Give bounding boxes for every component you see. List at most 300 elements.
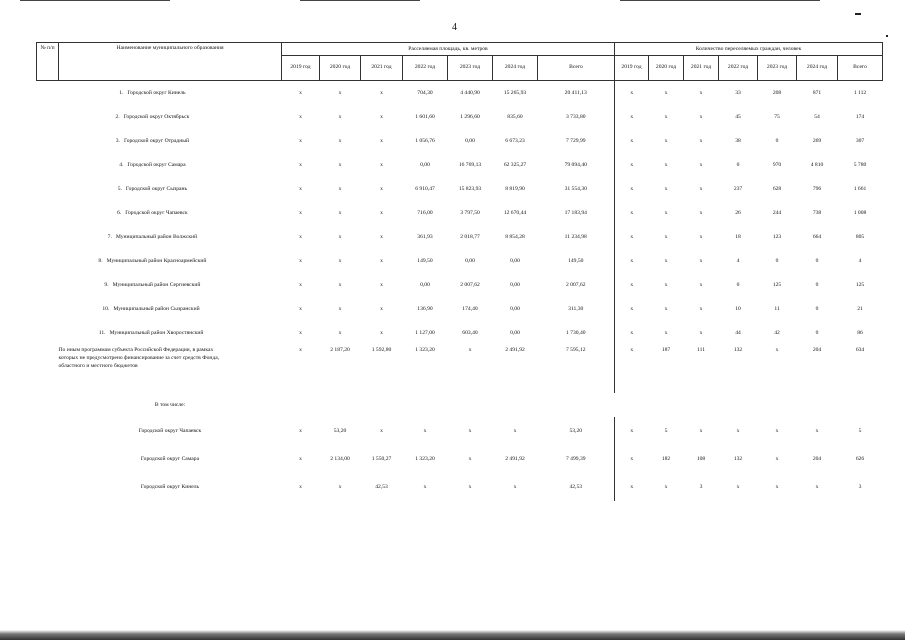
area-value: 3 733,80 [538,105,615,129]
row-label [37,225,260,249]
program-row [37,345,883,393]
people-value: 307 [855,138,865,144]
people-value: 0 [736,282,740,288]
people-value: х [664,186,668,192]
people-value: 132 [733,456,743,462]
area-value: 2 018,77 [460,234,480,240]
row-spacer [37,393,59,417]
area-value: х [299,114,302,120]
area-value: х [338,306,342,312]
area-year-header: 2023 год [448,56,493,81]
area-value: 53,20 [538,417,615,445]
municipality-name: Городской округ Сызрань [125,186,188,192]
header-num: № п/п [37,43,59,81]
area-value: х [299,258,302,264]
people-value: 796 [812,186,822,192]
area-value: х [380,428,383,434]
area-value: 7 499,39 [538,445,615,473]
people-value: 5 [858,428,862,434]
area-value: 0,00 [465,258,475,264]
people-value: х [664,234,668,240]
top-rule [620,0,820,1]
area-value: 1 550,27 [371,456,392,462]
area-value: х [468,484,472,490]
municipality-name: Муниципальный район Хворостянский [109,330,204,336]
row-number: 1. [119,90,124,96]
row-label [37,273,260,297]
area-value: х [299,138,302,144]
people-value: 174 [855,114,865,120]
table-row [37,273,883,297]
area-value: х [299,90,302,96]
people-value: х [630,456,634,462]
row-label [37,129,260,153]
people-value: х [699,186,703,192]
area-value: 42,53 [375,484,388,490]
area-value: х [299,306,302,312]
people-value: х [664,484,668,490]
people-value: 125 [772,282,782,288]
people-year-header: 2023 год [758,56,797,81]
area-value: 1 127,00 [415,330,435,336]
area-value: 1 323,20 [415,456,435,462]
table-row [37,129,883,153]
people-value: х [699,114,703,120]
people-value: х [664,282,668,288]
area-value: х [338,186,342,192]
people-value: х [775,484,779,490]
row-label [37,81,260,106]
people-value: х [699,282,703,288]
people-value: 0 [815,306,819,312]
people-value: х [664,90,668,96]
area-value: х [299,428,302,434]
area-value: 12 670,44 [503,210,527,216]
area-year-header: 2022 год [403,56,448,81]
table-body [37,81,883,502]
people-year-header: 2020 год [649,56,684,81]
people-value: 3 [858,484,862,490]
program-label [59,345,282,393]
area-value: 174,40 [462,306,478,312]
people-value: 123 [772,234,782,240]
municipality-name: Городской округ Октябрьск [123,114,190,120]
area-total-header: Всего [538,56,615,81]
area-value: 2 491,92 [505,456,525,462]
area-value: 1 730,40 [538,321,615,345]
people-value: 805 [855,234,865,240]
row-label [37,177,260,201]
area-value: х [380,90,383,96]
people-value: 187 [661,347,671,353]
area-value: 835,60 [507,114,523,120]
municipality-name: Городской округ Самара [127,162,186,168]
sub-row [37,445,883,473]
table-row [37,297,883,321]
area-value: х [468,456,472,462]
area-value: 1 592,80 [371,347,392,353]
area-value: х [380,162,383,168]
people-year-header: 2019 год [615,56,649,81]
people-value: 86 [857,330,863,336]
people-value: х [664,330,668,336]
top-rule [20,0,170,1]
people-value: х [630,162,634,168]
row-spacer [37,473,59,501]
people-value: 1 008 [853,210,867,216]
municipality-name: Муниципальный район Красноармейский [106,258,207,264]
area-value: х [338,330,342,336]
people-value: 42 [774,330,780,336]
row-number: 9. [104,282,109,288]
row-label [37,249,260,273]
area-value: х [338,90,342,96]
area-value: х [299,484,302,490]
header-name: Наименование муниципального образования [59,43,282,81]
area-year-header: 2021 год [361,56,403,81]
area-value: 7 729,99 [538,129,615,153]
people-value: х [699,162,703,168]
people-value: х [699,428,703,434]
area-value: 3 797,50 [460,210,480,216]
area-value: х [338,162,342,168]
people-value: 108 [696,456,706,462]
municipality-name: Муниципальный район Сызранский [113,306,200,312]
people-value: х [699,258,703,264]
area-value: х [380,306,383,312]
people-value: х [630,306,634,312]
area-value: х [299,282,302,288]
people-value: 0 [815,282,819,288]
area-value: х [299,330,302,336]
people-value: 634 [855,347,865,353]
people-value: 237 [733,186,743,192]
area-value: 42,53 [538,473,615,501]
people-value: х [664,114,668,120]
area-value: 16 769,13 [458,162,482,168]
people-value: 1 661 [853,186,867,192]
area-value: 311,30 [538,297,615,321]
area-value: х [338,210,342,216]
people-value: х [699,234,703,240]
municipality-name: Муниципальный район Сергиевский [112,282,201,288]
municipality-name: Муниципальный район Волжский [115,234,198,240]
area-value: 1 601,60 [415,114,435,120]
row-spacer [37,445,59,473]
area-value: 79 094,40 [538,153,615,177]
people-value: 18 [735,234,741,240]
program-label-line: которых не предусмотрено финансирование за счет средств Фонда, [58,354,220,361]
people-value: 125 [855,282,865,288]
table-row [37,153,883,177]
people-value: 0 [736,162,740,168]
people-value: х [630,428,634,434]
people-value: 244 [772,210,782,216]
area-value: 0,00 [510,258,520,264]
people-value: 4 810 [810,162,824,168]
row-number: 5. [117,186,122,192]
people-value: х [699,90,703,96]
people-value: 75 [774,114,780,120]
people-value: х [699,330,703,336]
people-value: 45 [735,114,741,120]
area-value: 17 183,94 [538,201,615,225]
area-value: 0,00 [510,330,520,336]
area-value: 1 056,76 [415,138,435,144]
table-row [37,81,883,106]
area-value: 136,90 [417,306,433,312]
area-value: 1 323,20 [415,347,435,353]
row-label [37,105,260,129]
people-value: 33 [735,90,741,96]
people-value: х [630,186,634,192]
people-value: 269 [812,138,822,144]
row-spacer [37,417,59,445]
area-value: 2 134,00 [330,456,350,462]
area-value: х [380,258,383,264]
scan-mark [886,35,888,37]
people-value: х [699,306,703,312]
people-value: х [664,162,668,168]
people-value: 38 [735,138,741,144]
program-label-line: областного и местного бюджетов [58,362,138,369]
area-value: 1 296,60 [460,114,480,120]
area-value: 15 265,93 [503,90,527,96]
area-value: х [380,330,383,336]
table-row [37,201,883,225]
area-value: х [513,428,517,434]
people-value: 10 [735,306,741,312]
people-value: 21 [857,306,863,312]
area-value: х [338,114,342,120]
row-number: 3. [115,138,120,144]
people-value: х [630,234,634,240]
people-value: 1 112 [853,90,867,96]
area-value: 2 007,62 [460,282,480,288]
area-value: 149,50 [538,249,615,273]
area-year-header: 2024 год [493,56,538,81]
area-value: х [299,234,302,240]
row-label [37,201,260,225]
people-value: х [736,484,740,490]
area-value: 20 411,13 [538,81,615,106]
scan-mark [855,13,861,15]
top-rule [300,0,420,1]
people-value: 0 [815,330,819,336]
area-value: х [338,258,342,264]
area-value: 62 325,27 [503,162,527,168]
people-value: 44 [735,330,741,336]
municipality-name: Городской округ Отрадный [123,138,190,144]
municipality-name: Городской округ Чапаевск [125,210,188,216]
row-number: 8. [98,258,103,264]
people-value: 204 [812,347,822,353]
people-value: х [664,138,668,144]
area-value: 704,30 [417,90,433,96]
people-value: х [736,428,740,434]
people-value: х [664,306,668,312]
people-year-header: 2024 год [797,56,838,81]
area-value: х [380,186,383,192]
area-value: х [468,428,472,434]
area-value: х [338,282,342,288]
area-value: 2 187,20 [330,347,350,353]
people-value: х [664,258,668,264]
area-value: 11 234,98 [538,225,615,249]
people-value: 0 [775,258,779,264]
area-value: х [380,234,383,240]
area-value: х [380,138,383,144]
people-value: 626 [855,456,865,462]
area-value: х [468,347,472,353]
people-value: 5 780 [853,162,867,168]
row-spacer [37,345,59,393]
people-value: 182 [661,456,671,462]
area-value: х [423,484,427,490]
table-row [37,321,883,345]
people-value: 628 [772,186,782,192]
area-value: 15 823,93 [458,186,482,192]
area-value: 603,40 [462,330,478,336]
people-value: 132 [733,347,743,353]
area-value: 6 673,23 [505,138,525,144]
table-row [37,225,883,249]
table-row [37,105,883,129]
people-value: 738 [812,210,822,216]
including-label: В том числе: [154,402,186,408]
area-value: х [299,186,302,192]
people-value: х [699,210,703,216]
table-row [37,177,883,201]
area-value: 0,00 [510,306,520,312]
area-value: 4 440,90 [460,90,480,96]
area-year-header: 2020 год [320,56,361,81]
area-value: х [380,282,383,288]
row-number: 6. [117,210,122,216]
people-year-header: 2022 год [719,56,758,81]
people-value: х [630,258,634,264]
area-value: 8 854,28 [505,234,525,240]
area-value: 0,00 [510,282,520,288]
area-value: 2 491,92 [505,347,525,353]
area-value: 31 554,30 [538,177,615,201]
scan-bottom-edge [0,630,905,640]
people-value: 54 [814,114,820,120]
area-value: х [338,484,342,490]
people-total-header: Всего [838,56,883,81]
row-number: 4. [119,162,124,168]
area-value: 149,50 [417,258,433,264]
area-value: 361,93 [417,234,433,240]
people-value: 204 [812,456,822,462]
area-value: 0,00 [465,138,475,144]
people-year-header: 2021 год [684,56,719,81]
row-label [37,321,260,345]
people-value: х [815,428,819,434]
people-value: х [630,484,634,490]
area-value: 8 819,90 [505,186,525,192]
row-number: 11. [98,330,106,336]
people-value: 4 [736,258,740,264]
people-value: 970 [772,162,782,168]
people-value: 26 [735,210,741,216]
people-value: х [775,456,779,462]
area-value: х [380,210,383,216]
people-value: 664 [812,234,822,240]
area-value: 0,00 [420,162,430,168]
people-value: х [630,114,634,120]
area-value: 716,00 [417,210,433,216]
municipality-name: Городской округ Кинель [127,90,186,96]
people-value: 3 [699,484,703,490]
people-value: 11 [774,306,780,312]
sub-municipality-name: Городской округ Самара [140,456,200,462]
row-spacer [282,393,883,417]
row-label [37,153,260,177]
area-value: х [380,114,383,120]
people-value: 4 [858,258,862,264]
resettlement-table [36,42,883,501]
people-value: х [630,330,634,336]
sub-municipality-name: Городской округ Чапаевск [138,428,202,434]
page-number: 4 [452,22,457,33]
people-value: 0 [775,138,779,144]
people-value: 871 [812,90,822,96]
header-area-group: Расселяемая площадь, кв. метров [282,43,615,56]
people-value: х [630,347,634,353]
area-value: х [338,138,342,144]
row-label [37,297,260,321]
table-row [37,249,883,273]
people-value: 5 [664,428,668,434]
people-value: х [775,428,779,434]
sub-municipality-name: Городской округ Кинель [140,484,200,490]
area-value: 53,20 [333,428,347,434]
people-value: х [630,282,634,288]
people-value: х [775,347,779,353]
area-value: 6 910,47 [415,186,435,192]
area-value: х [338,234,342,240]
people-value: х [630,90,634,96]
area-value: х [513,484,517,490]
area-value: х [299,347,302,353]
people-value: х [664,210,668,216]
area-value: х [299,456,302,462]
program-label-line: По иным программам субъекта Российской Федерации, в рамках [58,347,214,353]
header-people-group: Количество переселяемых граждан, человек [615,43,883,56]
people-value: х [699,138,703,144]
including-row [37,393,883,417]
people-value: 208 [772,90,782,96]
people-value: х [630,138,634,144]
area-value: х [299,162,302,168]
area-value: х [423,428,427,434]
area-year-header: 2019 год [282,56,320,81]
people-value: х [815,484,819,490]
area-value: 7 595,12 [538,345,615,393]
sub-row [37,417,883,445]
area-value: 2 007,62 [538,273,615,297]
area-value: 0,00 [420,282,430,288]
people-value: х [630,210,634,216]
people-value: 111 [697,347,705,353]
row-number: 2. [115,114,120,120]
people-value: 0 [815,258,819,264]
row-number: 10. [102,306,110,312]
area-value: х [299,210,302,216]
row-number: 7. [107,234,112,240]
sub-row [37,473,883,501]
